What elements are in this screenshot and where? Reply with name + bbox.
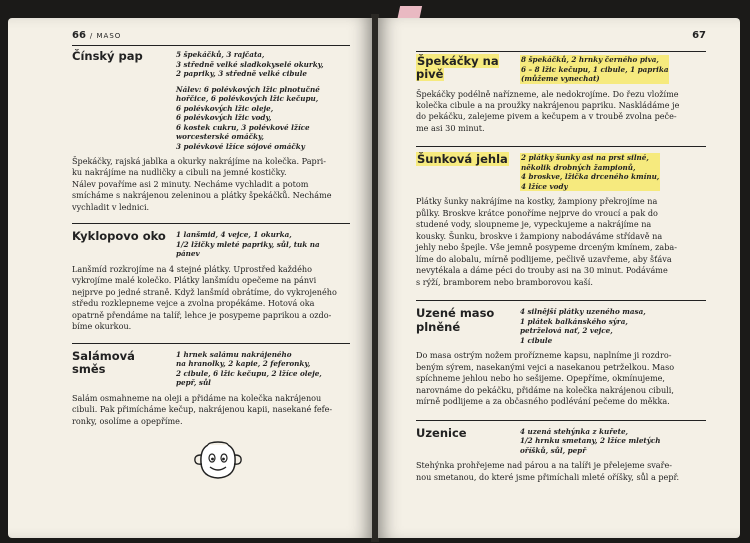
text-line: s rýží, bramborem nebo bramborovou kaší. — [416, 276, 593, 287]
highlighted-title: Šunková jehla — [417, 152, 508, 167]
ingredient-line: 4 broskve, lžička drceného kmínu, — [521, 172, 660, 182]
ingredient-line: 3 polévkové lžíce sójové omáčky — [176, 141, 305, 151]
ingredient-line: 6 kostek cukru, 3 polévkové lžíce — [176, 122, 310, 132]
recipe-instructions — [72, 393, 350, 427]
text-line: mírně podlijeme a za občasného podlévání pečeme do měkka. — [416, 396, 670, 407]
recipe-uzene-maso-plnene — [416, 307, 706, 407]
ingredient-line: 1 plátek balkánského sýra, — [520, 316, 628, 326]
recipe-instructions — [416, 196, 706, 288]
text-line: beným sýrem, nasekanými vejci a nasekanou petrželkou. Maso — [416, 361, 675, 372]
ingredient-list — [520, 153, 660, 191]
cooking-pot-illustration — [192, 435, 244, 481]
recipe-instructions — [416, 460, 706, 483]
ingredient-line: 2 plátky šunky asi na prst silné, — [520, 153, 660, 163]
ingredient-line: 6 polévkových lžic oleje, — [176, 103, 274, 113]
ingredient-line: 4 lžíce vody — [520, 182, 660, 192]
ingredient-line: 1 lanšmid, 4 vejce, 1 okurka, — [176, 230, 292, 240]
ingredient-line: 6 polévkových lžic vody, — [176, 113, 272, 122]
text-line: bíme okurkou. — [72, 321, 132, 332]
ingredient-line: 8 špekáčků, 2 hrnky černého piva, — [520, 55, 669, 65]
text-line: smícháme s nakrájenou zeleninou a plátky špekáčků. Necháme — [72, 190, 332, 201]
right-page — [378, 18, 740, 538]
left-page-header — [72, 30, 350, 46]
recipe-uzenice — [416, 427, 706, 483]
page-number: 66 — [72, 30, 86, 41]
recipe-instructions — [72, 156, 350, 213]
ingredient-line: 3 středně velké sladkokyselé okurky, — [176, 59, 324, 69]
chapter-title: / MASO — [89, 32, 122, 40]
text-line: Plátky šunky nakrájíme na kostky, žampiony překrojíme na — [416, 196, 658, 207]
ingredient-line: 2 papriky, 3 středně velké cibule — [176, 69, 307, 78]
recipe-kyklopovo-oko — [72, 230, 350, 332]
ingredient-line: 2 cibule, 6 lžic kečupu, 2 lžíce oleje, — [176, 368, 322, 378]
text-line: líme do alobalu, mírně podlijeme, pečlivě uzavřeme, aby šťáva — [416, 253, 672, 264]
ingredient-line: (můžeme vynechat) — [520, 74, 669, 84]
recipe-title: Salámová směs — [72, 348, 135, 377]
text-line: cibuli. Pak přimícháme kečup, nakrájenou kapii, nasekané fefe- — [72, 404, 333, 415]
ingredient-list — [520, 427, 661, 456]
text-line: Stehýnka prohřejeme nad párou a na talíři je přelejeme svaře- — [416, 460, 673, 471]
recipe-title — [416, 55, 512, 84]
recipe-title: Uzené maso plněné — [416, 306, 495, 334]
text-line: opatrně přendáme na talíř, lehce je posypeme paprikou a ozdo- — [72, 309, 332, 320]
text-line: do pekáčku, zalejeme pivem a kečupem a v troubě zvolna peče- — [416, 111, 677, 122]
text-line: nejprve po jedné straně. Když lanšmíd obrátíme, do vykrojeného — [72, 286, 337, 297]
text-line: kolečka cibule a na proužky nakrájenou papriku. Naskládáme je — [416, 99, 680, 110]
ingredient-line: 4 uzená stehýnka z kuřete, — [520, 426, 629, 436]
text-line: Nálev povaříme asi 2 minuty. Necháme vychladit a potom — [72, 178, 309, 189]
section-divider — [416, 146, 706, 147]
text-line: Špekáčky podélně nařízneme, ale nedokrojíme. Do řezu vložíme — [416, 88, 679, 99]
text-line: vykrojíme malé kolečko. Plátky lanšmídu opečeme na pánvi — [72, 275, 317, 286]
ingredient-line: 4 silnější plátky uzeného masa, — [520, 307, 646, 317]
recipe-title: Uzenice — [416, 425, 467, 440]
text-line: spíchneme jehlou nebo ho sešijeme. Opepříme, okmínujeme, — [416, 373, 666, 384]
section-divider — [72, 343, 350, 344]
ingredient-line: 5 špekáčků, 3 rajčata, — [176, 50, 265, 59]
text-line: Špekáčky, rajská jablka a okurky nakrájíme na kolečka. Papri- — [72, 156, 326, 166]
text-line: nevytékala a dáme péci do trouby asi na 30 minut. Podáváme — [416, 265, 668, 276]
text-line: ku nakrájíme na nudličky a cibuli na jemné kostičky. — [72, 167, 287, 178]
ingredient-line: 1/2 lžičky mleté papriky, sůl, tuk na — [176, 239, 320, 249]
ingredient-line: 6 – 8 lžic kečupu, 1 cibule, 1 paprika — [521, 64, 669, 74]
text-line: narovnáme do pekáčku, přidáme na kolečka nakrájenou cibuli, — [416, 384, 674, 395]
ingredient-line: pepř, sůl — [176, 378, 211, 388]
text-line: jehly nebo špejle. Vše jemně posypeme drceným kmínem, zaba- — [416, 242, 677, 253]
text-line: ronky, osolíme a opepříme. — [72, 415, 183, 426]
ingredient-line: worcesterské omáčky, — [176, 132, 264, 141]
ingredient-line: několik drobných žampionů, — [520, 163, 660, 173]
left-page — [8, 18, 372, 538]
recipe-sunkova-jehla — [416, 153, 706, 288]
ingredient-list — [176, 50, 324, 151]
section-divider — [416, 420, 706, 421]
highlighted-title: Špekáčky na pivě — [416, 54, 499, 82]
text-line: nou smetanou, do které jsme přimíchali mleté oříšky, sůl a pepř. — [416, 471, 680, 482]
ingredient-list — [520, 307, 646, 345]
page-number: 67 — [692, 30, 706, 41]
ingredient-line: 1/2 hrnku smetany, 2 lžíce mletých — [520, 436, 661, 446]
text-line: Salám osmahneme na oleji a přidáme na kolečka nakrájenou — [72, 392, 322, 403]
ingredient-line: hořčice, 6 polévkových lžic kečupu, — [176, 94, 319, 103]
recipe-title — [416, 153, 512, 191]
section-divider — [72, 223, 350, 224]
text-line: kousky. Šunku, broskve i žampiony nabodáváme střídavě na — [416, 230, 663, 241]
text-line: půlky. Broskve krátce ponoříme nejprve do vroucí a pak do — [416, 207, 658, 218]
ingredient-line: 1 cibule — [520, 335, 553, 345]
recipe-instructions — [416, 89, 706, 135]
recipe-title: Čínský pap — [72, 49, 143, 63]
ingredient-line: na hranolky, 2 kapie, 2 feferonky, — [176, 359, 311, 369]
ingredient-line: Nálev: 6 polévkových lžic plnotučné — [176, 84, 320, 94]
recipe-title: Kyklopovo oko — [72, 229, 166, 244]
recipe-salamova-smes — [72, 350, 350, 427]
section-divider — [416, 300, 706, 301]
recipe-instructions — [72, 264, 350, 333]
recipe-instructions — [416, 350, 706, 407]
ingredient-line: 1 hrnek salámu nakrájeného — [176, 349, 292, 359]
ingredient-list — [520, 55, 669, 84]
ingredient-list — [176, 350, 322, 388]
text-line: středu rozklepneme vejce a zvolna propékáme. Hotová oka — [72, 298, 315, 309]
text-line: Do masa ostrým nožem prořízneme kapsu, naplníme ji rozdro- — [416, 350, 672, 361]
right-page-header — [416, 30, 706, 45]
text-line: me asi 30 minut. — [416, 122, 485, 133]
text-line: Lanšmíd rozkrojíme na 4 stejné plátky. Uprostřed každého — [72, 263, 312, 274]
ingredient-line: petrželová nať, 2 vejce, — [520, 326, 613, 336]
text-line: vychladit v lednici. — [72, 201, 150, 212]
text-line: studené vody, sloupneme je, vypeckujeme a nakrájíme na — [416, 219, 652, 230]
ingredient-list — [176, 230, 320, 259]
ingredient-line: oříšků, sůl, pepř — [520, 445, 586, 455]
recipe-spekacky-na-pive — [416, 51, 706, 134]
recipe-cinsky-pap — [72, 50, 350, 213]
ingredient-line: pánev — [176, 249, 200, 259]
